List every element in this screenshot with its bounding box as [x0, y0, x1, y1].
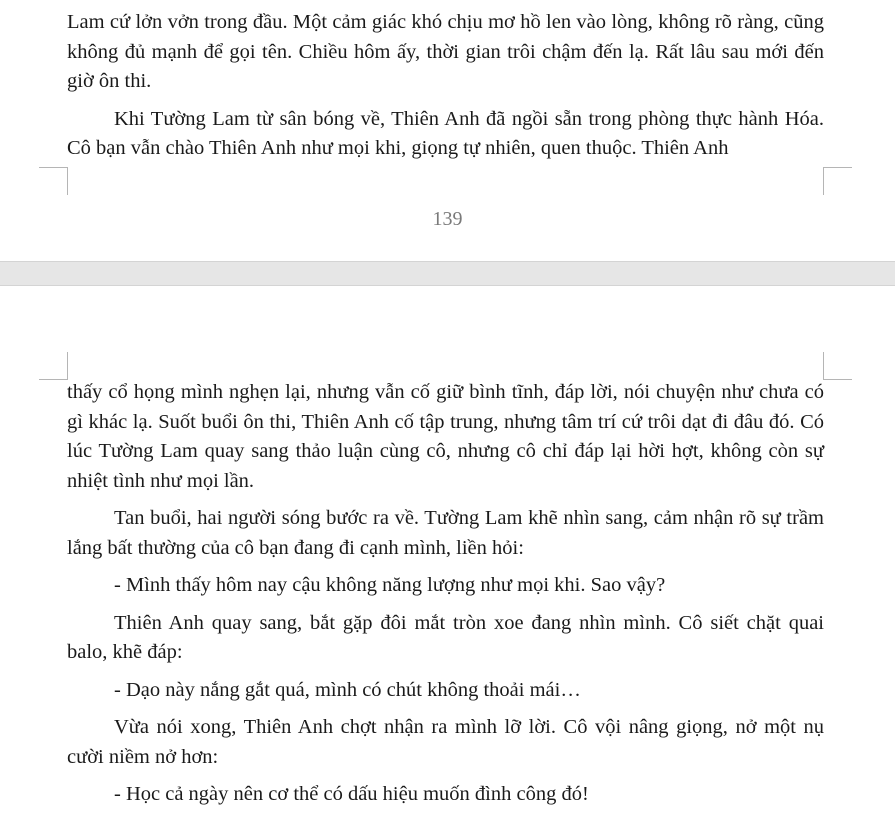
dialogue-line: - Dạo này nắng gắt quá, mình có chút không thoải mái…	[114, 678, 581, 701]
page-number: 139	[432, 208, 463, 230]
margin-corner-top-right	[823, 352, 852, 380]
paragraph: Thiên Anh quay sang, bắt gặp đôi mắt tròn xoe đang nhìn mình. Cô siết chặt quai balo, khẽ đáp:	[67, 611, 824, 663]
paragraph: Tan buổi, hai người sóng bước ra về. Tường Lam khẽ nhìn sang, cảm nhận rõ sự trầm lắng bất thường của cô bạn đang đi cạnh mình, liền hỏi:	[67, 507, 824, 559]
page-139	[0, 0, 895, 261]
page-separator	[0, 261, 895, 286]
margin-corner-bottom-right	[823, 167, 852, 195]
paragraph: Khi Tường Lam từ sân bóng về, Thiên Anh đã ngồi sẵn trong phòng thực hành Hóa. Cô bạn vẫn chào Thiên Anh như mọi khi, giọng tự nhiên, quen thuộc. Thiên Anh	[67, 107, 824, 159]
page-139-body	[67, 8, 824, 164]
margin-corner-top-left	[39, 352, 68, 380]
paragraph: Vừa nói xong, Thiên Anh chợt nhận ra mình lỡ lời. Cô vội nâng giọng, nở một nụ cười niềm nở hơn:	[67, 716, 824, 768]
paragraph: thấy cổ họng mình nghẹn lại, nhưng vẫn cố giữ bình tĩnh, đáp lời, nói chuyện như chưa có gì khác lạ. Suốt buổi ôn thi, Thiên Anh cố tập trung, nhưng tâm trí cứ trôi dạt đi đâu đó. Có lúc Tường Lam quay sang thảo luận cùng cô, nhưng cô chỉ đáp lại hời hợt, không còn sự nhiệt tình như mọi lần.	[67, 381, 824, 492]
dialogue-line: - Học cả ngày nên cơ thể có dấu hiệu muốn đình công đó!	[114, 783, 589, 805]
dialogue-line: - Mình thấy hôm nay cậu không năng lượng như mọi khi. Sao vậy?	[114, 574, 666, 596]
paragraph: Lam cứ lởn vởn trong đầu. Một cảm giác khó chịu mơ hồ len vào lòng, không rõ ràng, cũng không đủ mạnh để gọi tên. Chiều hôm ấy, thời gian trôi chậm đến lạ. Rất lâu sau mới đến giờ ôn thi.	[67, 11, 824, 92]
page-140-body	[67, 378, 824, 810]
margin-corner-bottom-left	[39, 167, 68, 195]
